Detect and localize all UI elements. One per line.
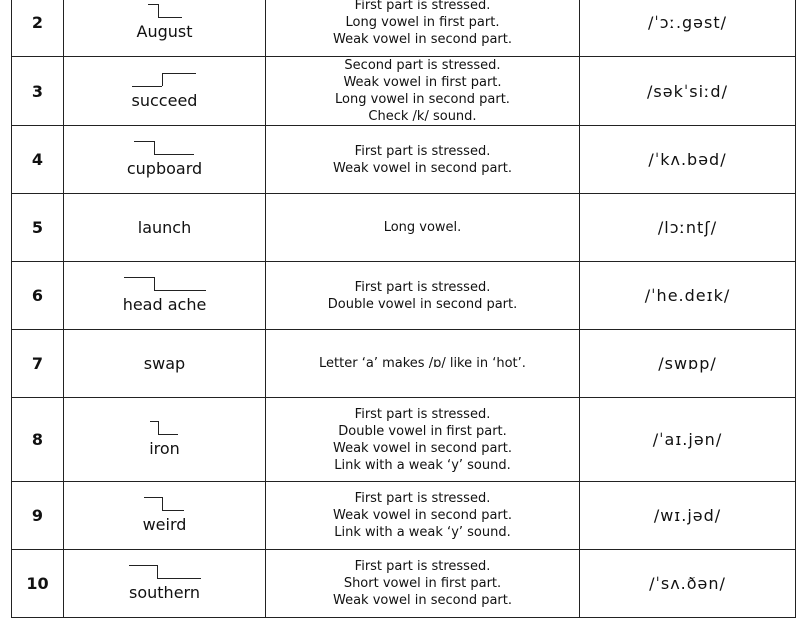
notes-cell [266,126,580,194]
note-line: Double vowel in second part. [327,296,518,312]
word-wrapper [132,73,198,110]
note-line: Short vowel in first part. [343,576,502,591]
note-line: First part is stressed. [354,559,491,574]
note-line: Long vowel in first part. [345,15,500,30]
note-line: First part is stressed. [354,491,491,506]
word-wrapper [149,421,180,458]
table-row [12,482,796,550]
ipa-transcription: /səkˈsiːd/ [580,57,796,126]
notes-cell [266,57,580,126]
note-line: Weak vowel in second part. [332,508,512,523]
notes-cell [266,330,580,398]
word-text: weird [142,515,187,534]
word-text: head ache [122,295,207,314]
word-text: iron [149,439,180,458]
stress-pattern-mark [129,565,201,579]
stress-pattern-mark [134,141,194,155]
note-line: Letter ‘a’ makes /ɒ/ like in ‘hot’. [319,356,526,371]
word-cell [64,57,266,126]
table-row [12,0,796,57]
ipa-transcription: /ˈɔː.gəst/ [580,0,796,57]
note-line: Weak vowel in second part. [332,160,512,176]
row-number: 5 [12,194,64,262]
word-text: swap [143,354,186,373]
row-number: 3 [12,57,64,126]
stress-pattern-mark [124,277,206,291]
row-number: 4 [12,126,64,194]
table-row [12,330,796,398]
notes-cell [266,194,580,262]
word-wrapper [138,218,191,237]
notes-cell [266,398,580,482]
stress-pattern-mark [132,73,196,87]
word-text: cupboard [126,159,203,178]
word-wrapper [137,4,193,41]
note-line: Double vowel in first part. [338,423,507,439]
note-line: First part is stressed. [354,279,491,295]
row-number: 7 [12,330,64,398]
note-line: Long vowel in second part. [335,92,510,107]
note-line: Weak vowel in second part. [332,440,512,456]
notes-cell [266,550,580,618]
ipa-transcription: /ˈkʌ.bəd/ [580,126,796,194]
word-cell [64,482,266,550]
note-line: Weak vowel in second part. [332,32,512,47]
word-text: August [136,22,193,41]
ipa-transcription: /ˈsʌ.ðən/ [580,550,796,618]
row-number: 6 [12,262,64,330]
pronunciation-table [11,0,796,618]
note-line: Second part is stressed. [344,58,501,73]
notes-cell [266,262,580,330]
row-number: 2 [12,0,64,57]
word-cell [64,194,266,262]
word-wrapper [127,141,202,178]
word-wrapper [129,565,200,602]
word-cell [64,126,266,194]
note-line: Weak vowel in second part. [332,593,512,608]
note-line: Check /k/ sound. [368,109,477,124]
word-cell [64,262,266,330]
notes-cell [266,482,580,550]
table-row [12,57,796,126]
word-text: succeed [131,90,198,110]
stress-pattern-mark [144,497,184,511]
ipa-transcription: /ˈaɪ.jən/ [580,398,796,482]
row-number: 9 [12,482,64,550]
note-line: Link with a weak ‘y’ sound. [334,525,511,540]
row-number: 8 [12,398,64,482]
notes-cell [266,0,580,57]
ipa-transcription: /swɒp/ [580,330,796,398]
table-row [12,398,796,482]
word-wrapper [123,277,207,314]
word-cell [64,550,266,618]
table-row [12,126,796,194]
table-row [12,550,796,618]
word-wrapper [144,354,185,373]
word-cell [64,330,266,398]
ipa-transcription: /lɔːntʃ/ [580,194,796,262]
stress-pattern-mark [150,421,178,435]
word-cell [64,0,266,57]
word-cell [64,398,266,482]
ipa-transcription: /wɪ.jəd/ [580,482,796,550]
word-wrapper [143,497,187,534]
table-row [12,262,796,330]
table-row [12,194,796,262]
word-text: launch [137,218,192,237]
ipa-transcription: /ˈhe.deɪk/ [580,262,796,330]
note-line: Link with a weak ‘y’ sound. [334,457,511,473]
note-line: First part is stressed. [354,0,491,13]
note-line: Weak vowel in first part. [343,75,502,90]
table-body [12,0,796,618]
note-line: First part is stressed. [354,143,491,159]
row-number: 10 [12,550,64,618]
note-line: First part is stressed. [354,406,491,422]
word-text: southern [129,583,200,602]
note-line: Long vowel. [383,220,462,235]
stress-pattern-mark [148,4,182,18]
